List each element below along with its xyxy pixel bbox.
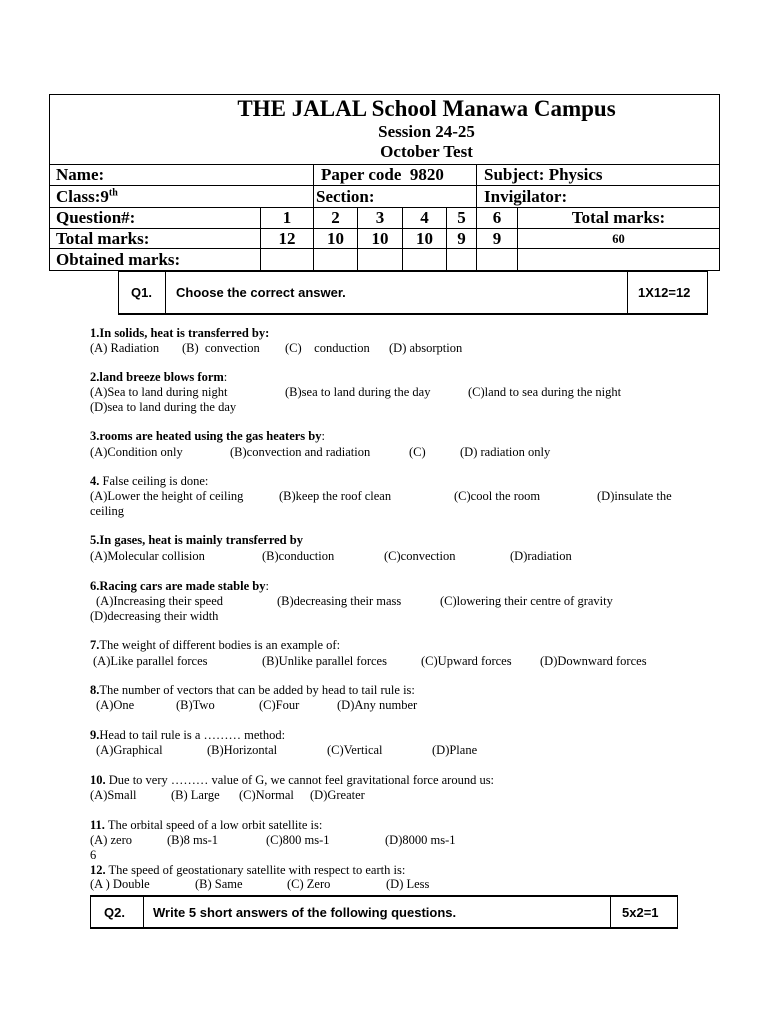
mcq-stem-text: Head to tail rule is a ……… method: <box>99 728 286 742</box>
obtained-marks-cell <box>477 249 518 271</box>
question-number: 2 <box>314 208 358 229</box>
mcq-12-option-a: (A ) Double <box>90 877 150 891</box>
mcq-6-stem <box>90 579 269 594</box>
mcq-stem-bold: 10. <box>90 773 106 787</box>
q2-number: Q2. <box>91 897 144 927</box>
mcq-stem-text: The speed of geostationary satellite with respect to earth is: <box>105 863 406 877</box>
mcq-11-option-c: (C)800 ms-1 <box>266 833 330 847</box>
mcq-stem-text: Due to very ……… value of G, we cannot feel gravitational force around us: <box>105 773 495 787</box>
question-number: 1 <box>261 208 314 229</box>
question-number: 5 <box>447 208 477 229</box>
mcq-stem-bold: 4. <box>90 474 100 488</box>
mcq-7-option-c: (C)Upward forces <box>421 654 512 668</box>
q2-heading-box <box>90 895 678 929</box>
class-superscript: th <box>108 186 118 198</box>
school-name: THE JALAL School Manawa Campus <box>237 96 616 121</box>
mcq-stem-bold: 3.rooms are heated using the gas heaters by <box>90 429 322 443</box>
mcq-6-option-d: (D)decreasing their width <box>90 609 219 623</box>
question-number: 4 <box>403 208 447 229</box>
mcq-3-option-a: (A)Condition only <box>90 445 183 459</box>
class-field <box>50 186 314 208</box>
name-field: Name: <box>50 165 314 186</box>
mcq-3-option-b: (B)convection and radiation <box>230 445 371 459</box>
mcq-4-option-a: (A)Lower the height of ceiling <box>90 489 244 503</box>
mcq-10-option-a: (A)Small <box>90 788 137 802</box>
question-marks: 10 <box>314 229 358 249</box>
mcq-1-stem <box>90 326 269 341</box>
mcq-12-option-c: (C) Zero <box>287 877 331 891</box>
mcq-5-stem <box>90 533 303 548</box>
session: Session 24-25 <box>378 122 475 141</box>
q1-marks: 1X12=12 <box>638 285 691 300</box>
mcq-stem-bold: 2.land breeze blows form <box>90 370 224 384</box>
mcq-stem-bold: 8. <box>90 683 100 697</box>
mcq-11-option-a: (A) zero <box>90 833 132 847</box>
q1-instruction: Choose the correct answer. <box>166 272 628 313</box>
mcq-9-option-c: (C)Vertical <box>327 743 383 757</box>
mcq-11-stem <box>90 818 322 833</box>
paper-code: Paper code 9820 <box>314 165 477 186</box>
obtained-marks-cell <box>261 249 314 271</box>
section-field: Section: <box>314 186 477 208</box>
mcq-stem-text: The weight of different bodies is an example of: <box>99 638 341 652</box>
mcq-5-option-a: (A)Molecular collision <box>90 549 205 563</box>
mcq-10-option-c: (C)Normal <box>239 788 294 802</box>
question-marks: 9 <box>477 229 518 249</box>
mcq-11-extra-line: 6 <box>90 848 97 862</box>
mcq-stem-bold: 6.Racing cars are made stable by <box>90 579 266 593</box>
mcq-6-option-c: (C)lowering their centre of gravity <box>440 594 613 608</box>
mcq-2-stem <box>90 370 227 385</box>
mcq-5-option-b: (B)conduction <box>262 549 335 563</box>
mcq-9-option-a: (A)Graphical <box>96 743 163 757</box>
obtained-marks-cell <box>314 249 358 271</box>
mcq-stem-bold: 5.In gases, heat is mainly transferred by <box>90 533 303 547</box>
exam-header-table <box>49 94 720 271</box>
mcq-9-option-d: (D)Plane <box>432 743 478 757</box>
question-marks: 9 <box>447 229 477 249</box>
mcq-1-option-c: (C) conduction <box>285 341 370 355</box>
question-marks: 10 <box>358 229 403 249</box>
total-marks-heading: Total marks: <box>518 208 720 229</box>
mcq-stem-text: The number of vectors that can be added by head to tail rule is: <box>99 683 415 697</box>
question-number-label: Question#: <box>50 208 261 229</box>
mcq-9-option-b: (B)Horizontal <box>207 743 278 757</box>
mcq-8-option-b: (B)Two <box>176 698 215 712</box>
mcq-6-option-a: (A)Increasing their speed <box>96 594 224 608</box>
mcq-10-option-d: (D)Greater <box>310 788 365 802</box>
invigilator-field: Invigilator: <box>477 186 720 208</box>
subject: Subject: Physics <box>477 165 720 186</box>
mcq-2-option-b: (B)sea to land during the day <box>285 385 431 399</box>
mcq-2-option-c: (C)land to sea during the night <box>468 385 622 399</box>
mcq-5-option-d: (D)radiation <box>510 549 572 563</box>
mcq-stem-text: : <box>265 579 269 593</box>
mcq-stem-text: False ceiling is done: <box>99 474 209 488</box>
mcq-3-option-d: (D) radiation only <box>460 445 551 459</box>
mcq-3-option-c: (C) <box>409 445 426 459</box>
mcq-8-option-a: (A)One <box>96 698 135 712</box>
mcq-stem-bold: 1.In solids, heat is transferred by: <box>90 326 270 340</box>
mcq-4-stem <box>90 474 208 489</box>
mcq-12-stem <box>90 863 405 878</box>
mcq-stem-bold: 7. <box>90 638 100 652</box>
mcq-10-stem <box>90 773 494 788</box>
test-name: October Test <box>380 142 473 161</box>
mcq-11-option-d: (D)8000 ms-1 <box>385 833 456 847</box>
grand-total-marks: 60 <box>518 229 720 249</box>
obtained-marks-cell <box>518 249 720 271</box>
mcq-12-option-b: (B) Same <box>195 877 243 891</box>
obtained-marks-cell <box>403 249 447 271</box>
question-number: 3 <box>358 208 403 229</box>
obtained-marks-cell <box>447 249 477 271</box>
mcq-1-option-b: (B) convection <box>182 341 260 355</box>
mcq-2-option-d: (D)sea to land during the day <box>90 400 237 414</box>
obtained-marks-label: Obtained marks: <box>50 249 261 271</box>
mcq-2-option-a: (A)Sea to land during night <box>90 385 228 399</box>
mcq-stem-text: : <box>223 370 228 384</box>
mcq-1-option-a: (A) Radiation <box>90 341 160 355</box>
mcq-stem-bold: 11. <box>90 818 105 832</box>
mcq-4-option-d-continued: ceiling <box>90 504 125 518</box>
mcq-11-option-b: (B)8 ms-1 <box>167 833 219 847</box>
mcq-stem-text: : <box>321 429 325 443</box>
mcq-1-option-d: (D) absorption <box>389 341 463 355</box>
q2-marks: 5x2=1 <box>622 904 659 920</box>
mcq-10-option-b: (B) Large <box>171 788 220 802</box>
mcq-4-option-c: (C)cool the room <box>454 489 541 503</box>
mcq-9-stem <box>90 728 285 743</box>
question-marks: 12 <box>261 229 314 249</box>
mcq-7-option-a: (A)Like parallel forces <box>93 654 208 668</box>
mcq-4-option-b: (B)keep the roof clean <box>279 489 392 503</box>
mcq-8-stem <box>90 683 415 698</box>
mcq-stem-text: The orbital speed of a low orbit satellite is: <box>104 818 323 832</box>
question-number: 6 <box>477 208 518 229</box>
mcq-7-option-d: (D)Downward forces <box>540 654 647 668</box>
mcq-8-option-d: (D)Any number <box>337 698 418 712</box>
q1-heading-box <box>118 271 708 315</box>
mcq-stem-bold: 9. <box>90 728 100 742</box>
mcq-8-option-c: (C)Four <box>259 698 300 712</box>
mcq-6-option-b: (B)decreasing their mass <box>277 594 402 608</box>
q2-instruction: Write 5 short answers of the following questions. <box>144 897 611 927</box>
header-title-cell <box>50 95 720 165</box>
mcq-4-option-d: (D)insulate the <box>597 489 672 503</box>
mcq-3-stem <box>90 429 325 444</box>
mcq-7-option-b: (B)Unlike parallel forces <box>262 654 387 668</box>
mcq-stem-bold: 12. <box>90 863 106 877</box>
total-marks-label: Total marks: <box>50 229 261 249</box>
question-marks: 10 <box>403 229 447 249</box>
mcq-5-option-c: (C)convection <box>384 549 456 563</box>
q1-number: Q1. <box>119 272 166 313</box>
mcq-12-option-d: (D) Less <box>386 877 430 891</box>
class-label: Class:9 <box>56 186 109 206</box>
mcq-7-stem <box>90 638 340 653</box>
obtained-marks-cell <box>358 249 403 271</box>
